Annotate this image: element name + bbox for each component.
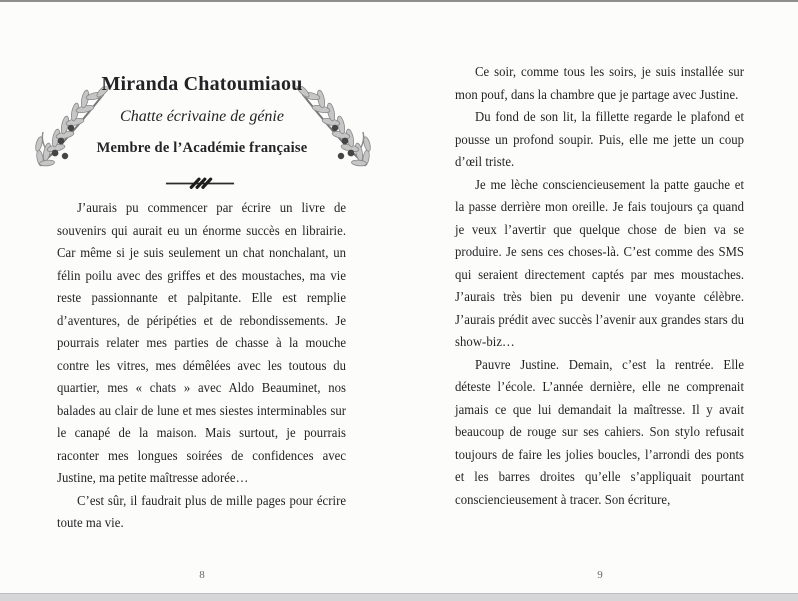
- body-paragraph: Je me lèche consciencieusement la patte gauche et la passe derrière mon oreille. Je fais toujours ça quand je veux l’avertir que quelque chose de bien va se produire. Je sens ces choses-là. C’est comme des SMS qui seraient directement captés par mes moustaches. J’aurais très bien pu devenir une voyante célèbre. J’aurais prédit avec succès l’avenir aux grandes stars du show-biz…: [455, 177, 745, 350]
- body-paragraph: J’aurais pu commencer par écrire un livre de souvenirs qui aurait eu un énorme succès en librairie. Car même si je suis seulement un chat nonchalant, un félin poilu avec des griffes et des moustaches, ma vie reste passionnante et palpitante. Elle est remplie d’aventures, de péripéties et de rebondissements. Je pourrais relater mes parties de chasse à la mouche contre les vitres, mes démêlées avec les toutous du quartier, mes « chats » avec Aldo Beauminet, nos balades au clair de lune et mes siestes interminables sur le canapé de la maison. Mais surtout, je pourrais raconter mes longues soirées de confidences avec Justine, ma petite maîtresse adorée…: [57, 201, 347, 486]
- body-paragraph: Pauvre Justine. Demain, c’est la rentrée. Elle déteste l’école. L’année dernière, elle ne comprenait jamais ce que lui demandait la maîtresse. Il y avait beaucoup de rouge sur ses cahiers. Son stylo refusait toujours de faire les jolies boucles, l’arrondi des ponts et les barres droites qu’elle s’appliquait pourtant consciencieusement à tracer. Son écriture,: [455, 357, 745, 508]
- author-role: Chatte écrivaine de génie: [120, 108, 284, 125]
- author-name: Miranda Chatoumiaou: [101, 73, 303, 95]
- page-number-right: 9: [597, 569, 603, 581]
- author-affiliation: Membre de l’Académie française: [96, 140, 308, 156]
- right-page-body: [455, 62, 744, 512]
- body-paragraph: Ce soir, comme tous les soirs, je suis installée sur mon pouf, dans la chambre que je partage avec Justine.: [455, 65, 745, 103]
- page-bottom-edge: [0, 593, 798, 601]
- page-number-left: 8: [199, 569, 205, 581]
- body-paragraph: Du fond de son lit, la fillette regarde le plafond et pousse un profond soupir. Puis, elle me jette un coup d’œil triste.: [455, 110, 745, 170]
- body-paragraph: C’est sûr, il faudrait plus de mille pages pour écrire toute ma vie.: [57, 493, 347, 531]
